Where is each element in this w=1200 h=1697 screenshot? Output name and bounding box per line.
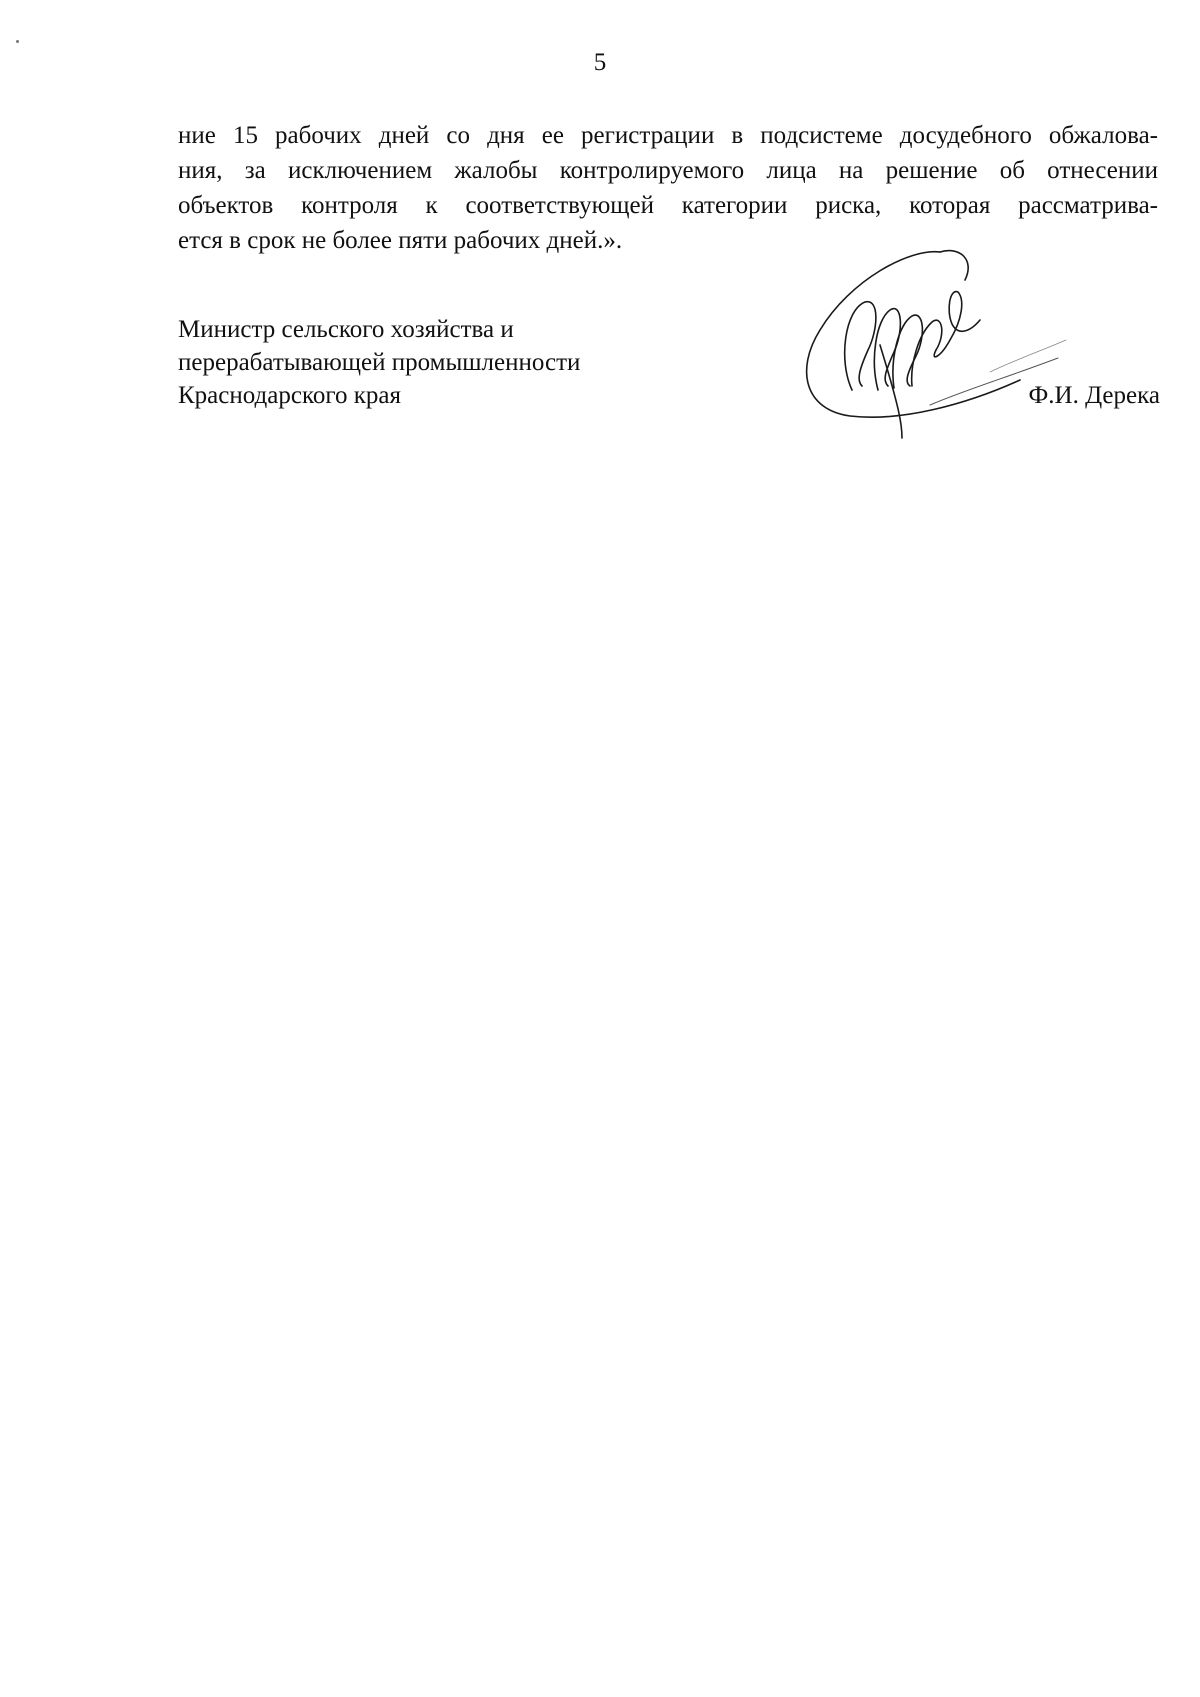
signatory-position [178, 313, 778, 412]
position-line: Министр сельского хозяйства и [178, 316, 514, 343]
position-line: Краснодарского края [178, 382, 401, 409]
position-line: перерабатывающей промышленности [178, 349, 581, 376]
signer-name: Ф.И. Дерека [1028, 382, 1160, 409]
scan-speck [16, 40, 19, 43]
body-line: ется в срок не более пяти рабочих дней.». [178, 227, 623, 254]
body-line: объектов контроля к соответствующей категории риска, которая рассматрива- [178, 192, 1158, 219]
body-paragraph [178, 118, 1158, 258]
page-number: 5 [593, 49, 607, 76]
body-line: ние 15 рабочих дней со дня ее регистрации в подсистеме досудебного обжалова- [178, 122, 1158, 149]
body-line: ния, за исключением жалобы контролируемого лица на решение об отнесении [178, 157, 1158, 184]
